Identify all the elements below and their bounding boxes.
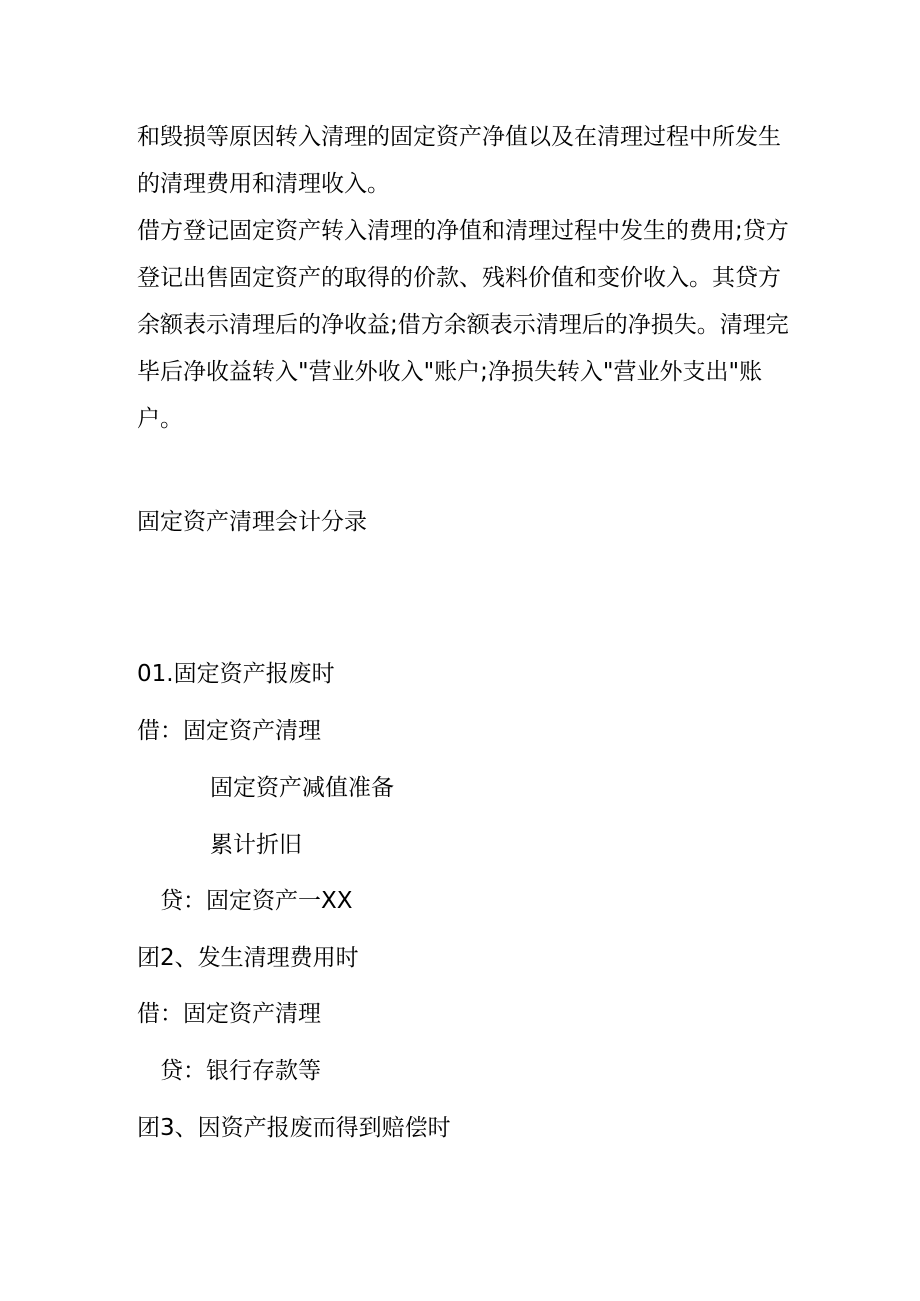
entry-1-debit-3: 累计折旧	[210, 832, 302, 858]
entry-1-debit-2: 固定资产减值准备	[210, 775, 394, 801]
entry-2-debit: 借：固定资产清理	[137, 1001, 321, 1027]
entry-2-title: 团2、发生清理费用时	[137, 945, 359, 971]
entry-3-title: 团3、因资产报废而得到赔偿时	[137, 1115, 451, 1141]
paragraph-2: 借方登记固定资产转入清理的净值和清理过程中发生的费用;贷方登记出售固定资产的取得的价款、残料价值和变价收入。其贷方余额表示清理后的净收益;借方余额表示清理后的净损失。清理完毕后净收益转入"营业外收入"账户;净损失转入"营业外支出"账户。	[137, 218, 789, 432]
entry-1-credit: 贷：固定资产一XX	[160, 888, 353, 914]
paragraph-1: 和毁损等原因转入清理的固定资产净值以及在清理过程中所发生的清理费用和清理收入。	[137, 124, 781, 197]
entry-2-credit: 贷：银行存款等	[160, 1058, 321, 1084]
entry-1-debit: 借：固定资产清理	[137, 718, 321, 744]
entry-1-title: 01.固定资产报废时	[137, 661, 335, 687]
section-title: 固定资产清理会计分录	[137, 509, 367, 535]
